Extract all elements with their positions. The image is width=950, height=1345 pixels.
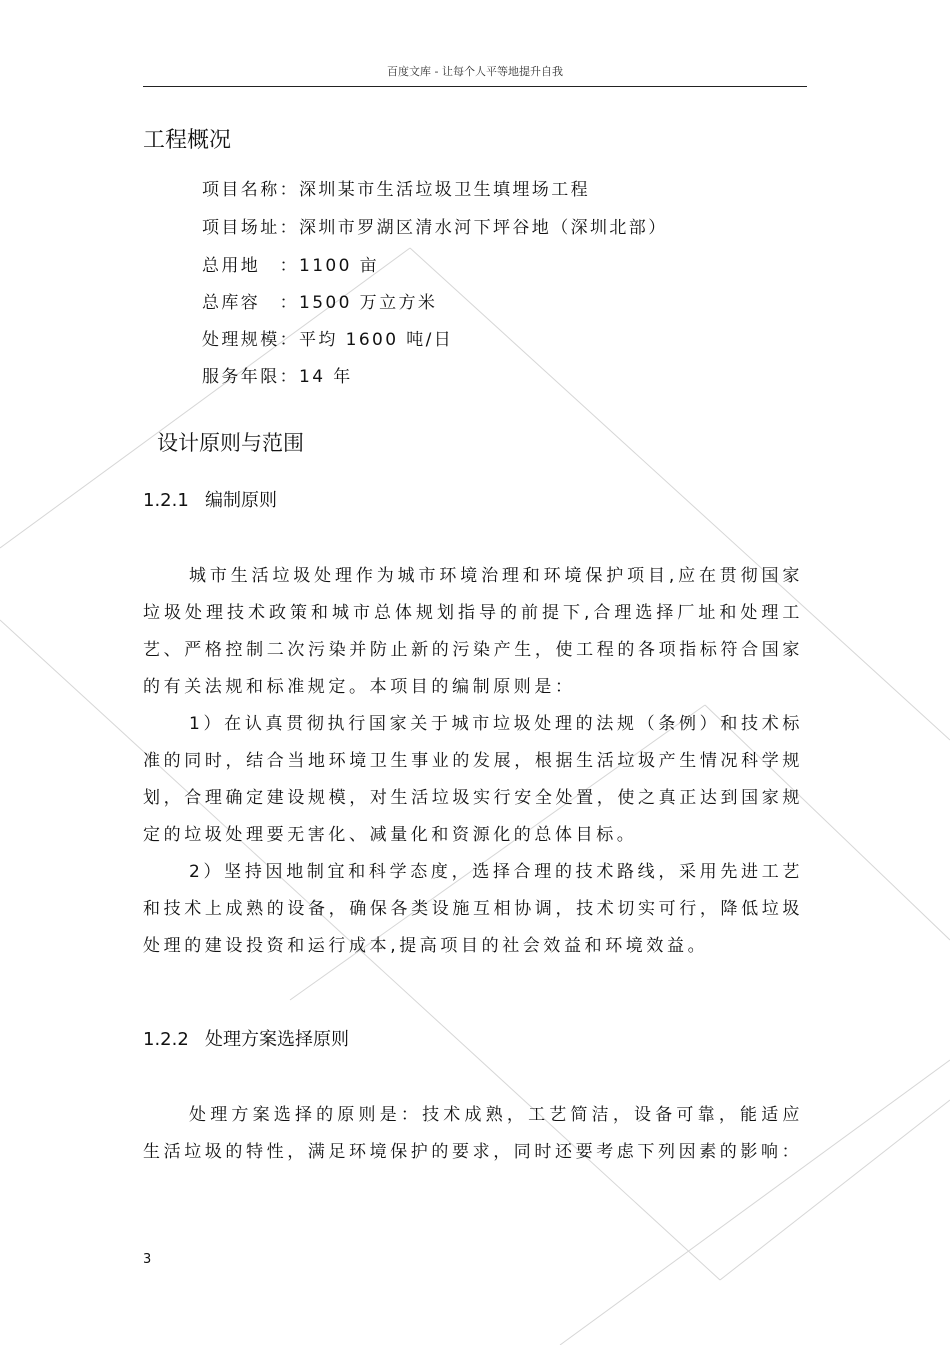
subsection-number: 1.2.1 [143,490,189,511]
section-title-design: 设计原则与范围 [157,431,304,455]
subsection-number: 1.2.2 [143,1029,189,1050]
project-info-area: 总用地 ：1100 亩 [202,256,380,276]
paragraph-principle-2: 2）坚持因地制宜和科学态度，选择合理的技术路线，采用先进工艺和技术上成熟的设备，确保各类设施互相协调，技术切实可行，降低垃圾处理的建设投资和运行成本,提高项目的社会效益和环境效益。 [143,862,803,956]
paragraph-principle-1: 1）在认真贯彻执行国家关于城市垃圾处理的法规（条例）和技术标准的同时，结合当地环境卫生事业的发展，根据生活垃圾产生情况科学规划，合理确定建设规模，对生活垃圾实行安全处置，使之真正达到国家规定的垃圾处理要无害化、减量化和资源化的总体目标。 [143,714,803,845]
project-info-capacity: 总库容 ：1500 万立方米 [202,293,438,313]
paragraph-compilation-intro: 城市生活垃圾处理作为城市环境治理和环境保护项目,应在贯彻国家垃圾处理技术政策和城市总体规划指导的前提下,合理选择厂址和处理工艺、严格控制二次污染并防止新的污染产生，使工程的各项指标符合国家的有关法规和标准规定。本项目的编制原则是： [143,566,803,697]
subsection-title: 编制原则 [205,490,277,511]
page-number: 3 [143,1252,152,1267]
subsection-title: 处理方案选择原则 [205,1029,349,1050]
section-title-overview: 工程概况 [143,128,232,153]
project-info-scale: 处理规模：平均 1600 吨/日 [202,330,454,350]
subsection-heading-1 [143,486,277,516]
paragraph-scheme-selection: 处理方案选择的原则是：技术成熟，工艺简洁，设备可靠，能适应生活垃圾的特性，满足环境保护的要求，同时还要考虑下列因素的影响： [143,1105,803,1162]
project-info-site: 项目场址：深圳市罗湖区清水河下坪谷地（深圳北部） [202,218,668,238]
project-info-name: 项目名称：深圳某市生活垃圾卫生填埋场工程 [202,180,590,200]
page-header: 百度文库 - 让每个人平等地提升自我 [143,58,807,87]
subsection-heading-2 [143,1025,349,1055]
project-info-service-life: 服务年限：14 年 [202,367,353,387]
